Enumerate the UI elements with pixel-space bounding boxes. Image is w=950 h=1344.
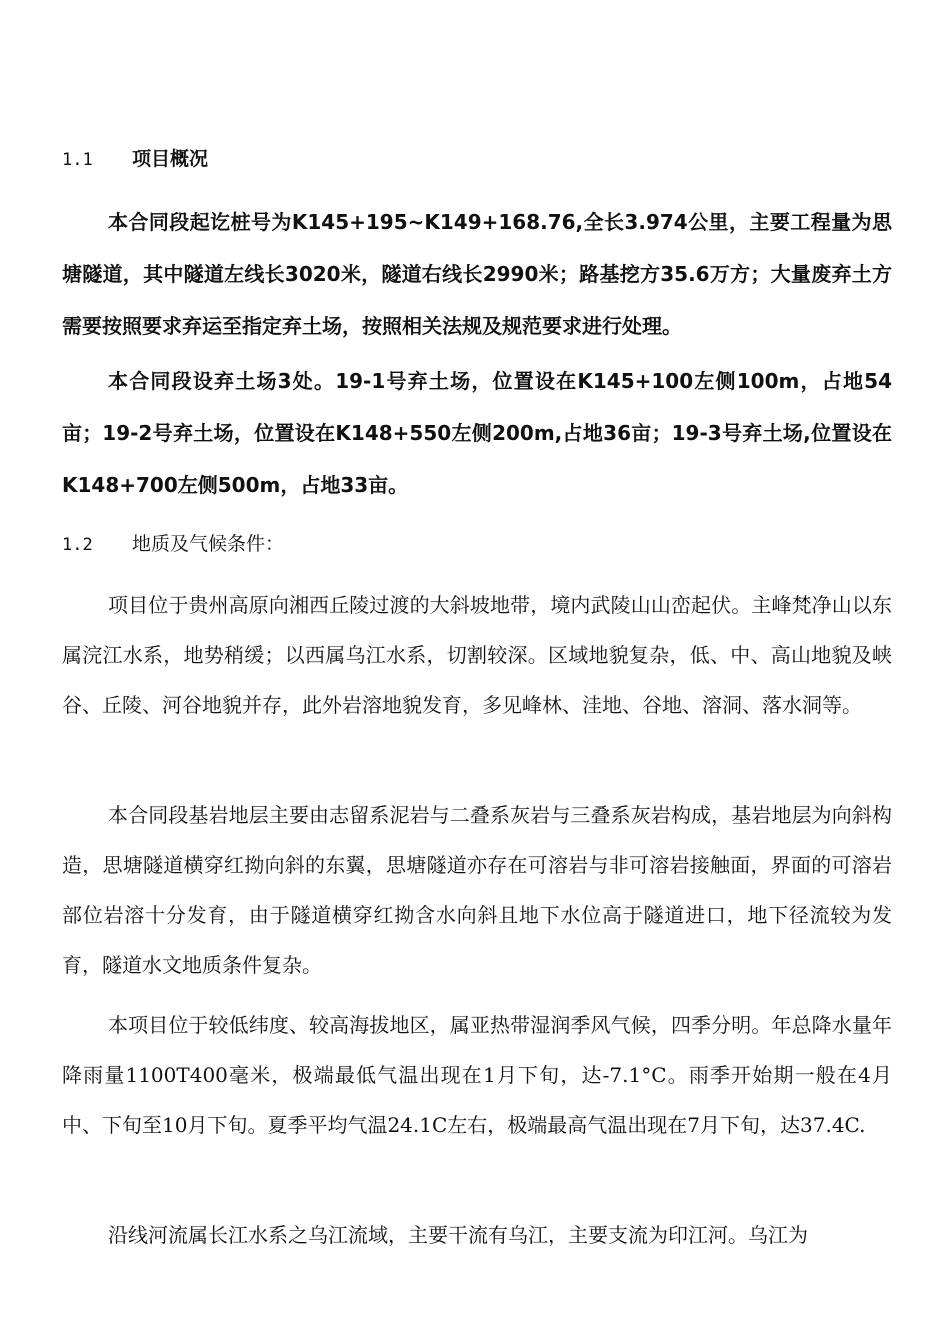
section-title: 地质及气候条件： — [132, 533, 285, 555]
paragraph-bedrock: 本合同段基岩地层主要由志留系泥岩与二叠系灰岩与三叠系灰岩构成，基岩地层为向斜构造，思塘隧道横穿红拗向斜的东翼，思塘隧道亦存在可溶岩与非可溶岩接触面，界面的可溶岩部位岩溶十分发育，由于隧道横穿红拗含水向斜且地下水位高于隧道进口，地下径流较为发育，隧道水文地质条件复杂。 — [62, 803, 892, 977]
paragraph-terrain: 项目位于贵州高原向湘西丘陵过渡的大斜坡地带，境内武陵山山峦起伏。主峰梵净山以东属浣江水系，地势稍缓；以西属乌江水系，切割较深。区域地貌复杂，低、中、高山地貌及峡谷、丘陵、河谷地貌并存，此外岩溶地貌发育，多见峰林、洼地、谷地、溶洞、落水洞等。 — [62, 593, 892, 717]
section-heading-1-1 — [62, 147, 208, 172]
section-number: 1.1 — [62, 150, 93, 170]
section-heading-1-2 — [62, 532, 284, 557]
section-number: 1.2 — [62, 535, 93, 555]
paragraph-spoil-sites: 本合同段设弃土场3处。19-1号弃土场，位置设在K145+100左侧100m，占地54亩；19-2号弃土场，位置设在K148+550左侧200m,占地36亩；19-3号弃土场,位置设在K148+700左侧500m，占地33亩。 — [62, 369, 892, 497]
paragraph-contract-overview: 本合同段起讫桩号为K145+195~K149+168.76,全长3.974公里，主要工程量为思塘隧道，其中隧道左线长3020米，隧道右线长2990米；路基挖方35.6万方；大量废弃土方需要按照要求弃运至指定弃土场，按照相关法规及规范要求进行处理。 — [62, 210, 892, 338]
section-title: 项目概况 — [132, 148, 209, 170]
paragraph-rivers: 沿线河流属长江水系之乌江流域，主要干流有乌江，主要支流为印江河。乌江为 — [108, 1223, 808, 1247]
paragraph-climate: 本项目位于较低纬度、较高海拔地区，属亚热带湿润季风气候，四季分明。年总降水量年降雨量1100T400毫米，极端最低气温出现在1月下旬，达-7.1°C。雨季开始期一般在4月中、下旬至10月下旬。夏季平均气温24.1C左右，极端最高气温出现在7月下旬，达37.4C. — [62, 1013, 892, 1137]
